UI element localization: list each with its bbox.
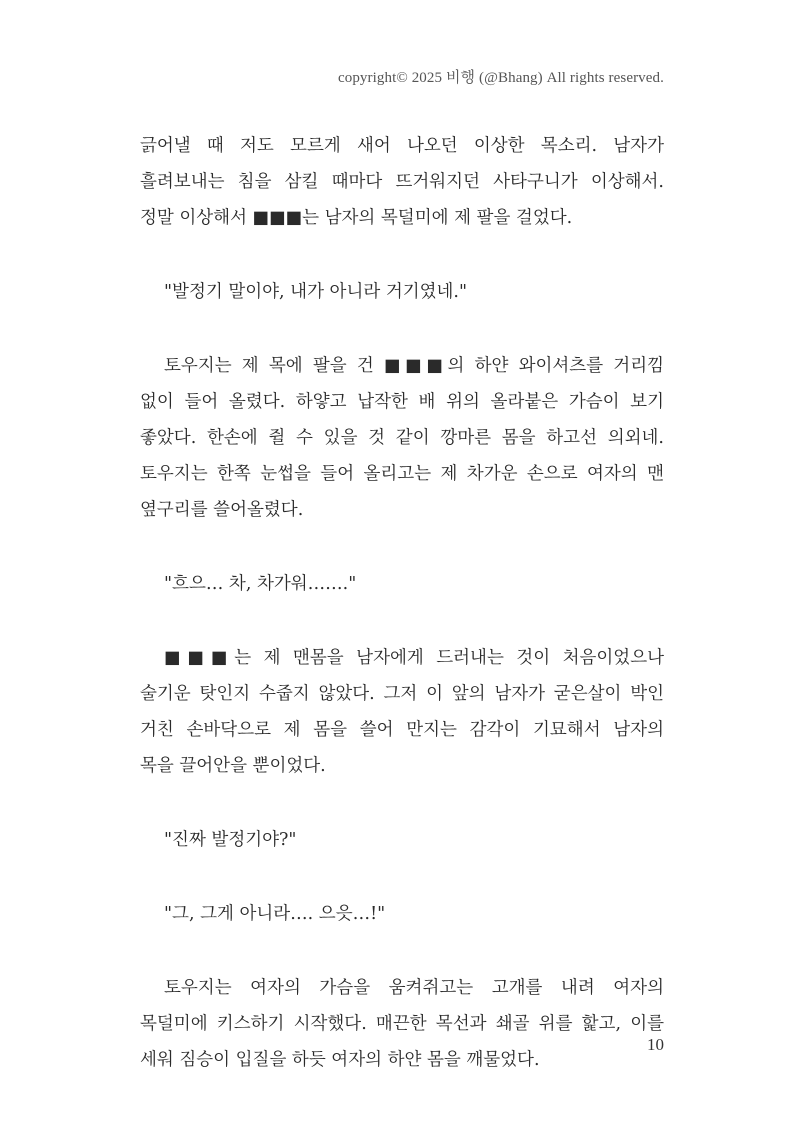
paragraph-line: 술기운 탓인지 수줍지 않았다. 그저 이 앞의 남자가 굳은살이 박인 — [140, 684, 664, 704]
paragraph-line: 흘려보내는 침을 삼킬 때마다 뜨거워지던 사타구니가 이상해서. — [140, 172, 664, 192]
page-number: 10 — [647, 1035, 664, 1054]
paragraph-line: 정말 이상해서 ■■■는 남자의 목덜미에 제 팔을 걸었다. — [140, 208, 573, 228]
paragraph-line: 거친 손바닥으로 제 몸을 쓸어 만지는 감각이 기묘해서 남자의 — [140, 720, 664, 740]
paragraph — [140, 348, 664, 528]
paragraph-line: 긁어낼 때 저도 모르게 새어 나오던 이상한 목소리. 남자가 — [140, 136, 664, 156]
paragraph — [140, 128, 664, 236]
dialogue-line: "그, 그게 아니라…. 으읏…!" — [164, 904, 386, 924]
paragraph-line: ■■■는 제 맨몸을 남자에게 드러내는 것이 처음이었으나 — [164, 648, 664, 668]
paragraph-line: 목덜미에 키스하기 시작했다. 매끈한 목선과 쇄골 위를 핥고, 이를 — [140, 1014, 664, 1034]
paragraph — [140, 640, 664, 784]
paragraph-line: 옆구리를 쓸어올렸다. — [140, 500, 304, 520]
paragraph-line: 목을 끌어안을 뿐이었다. — [140, 756, 326, 776]
paragraph-line: 토우지는 한쪽 눈썹을 들어 올리고는 제 차가운 손으로 여자의 맨 — [140, 464, 664, 484]
dialogue-line: "흐으… 차, 차가워……." — [164, 574, 357, 594]
copyright-header: copyright© 2025 비행 (@Bhang) All rights reserved. — [337, 70, 664, 86]
paragraph — [140, 970, 664, 1078]
paragraph-line: 토우지는 제 목에 팔을 건 ■■■의 하얀 와이셔츠를 거리낌 — [164, 356, 664, 376]
paragraph-line: 없이 들어 올렸다. 하얗고 납작한 배 위의 올라붙은 가슴이 보기 — [140, 392, 664, 412]
paragraph-line: 좋았다. 한손에 쥘 수 있을 것 같이 깡마른 몸을 하고선 의외네. — [140, 428, 664, 448]
dialogue-line: "진짜 발정기야?" — [164, 830, 297, 850]
paragraph-line: 세워 짐승이 입질을 하듯 여자의 하얀 몸을 깨물었다. — [140, 1050, 540, 1070]
body-text — [140, 128, 664, 1116]
paragraph-line: 토우지는 여자의 가슴을 움켜쥐고는 고개를 내려 여자의 — [164, 978, 664, 998]
dialogue-line: "발정기 말이야, 내가 아니라 거기였네." — [164, 282, 468, 302]
